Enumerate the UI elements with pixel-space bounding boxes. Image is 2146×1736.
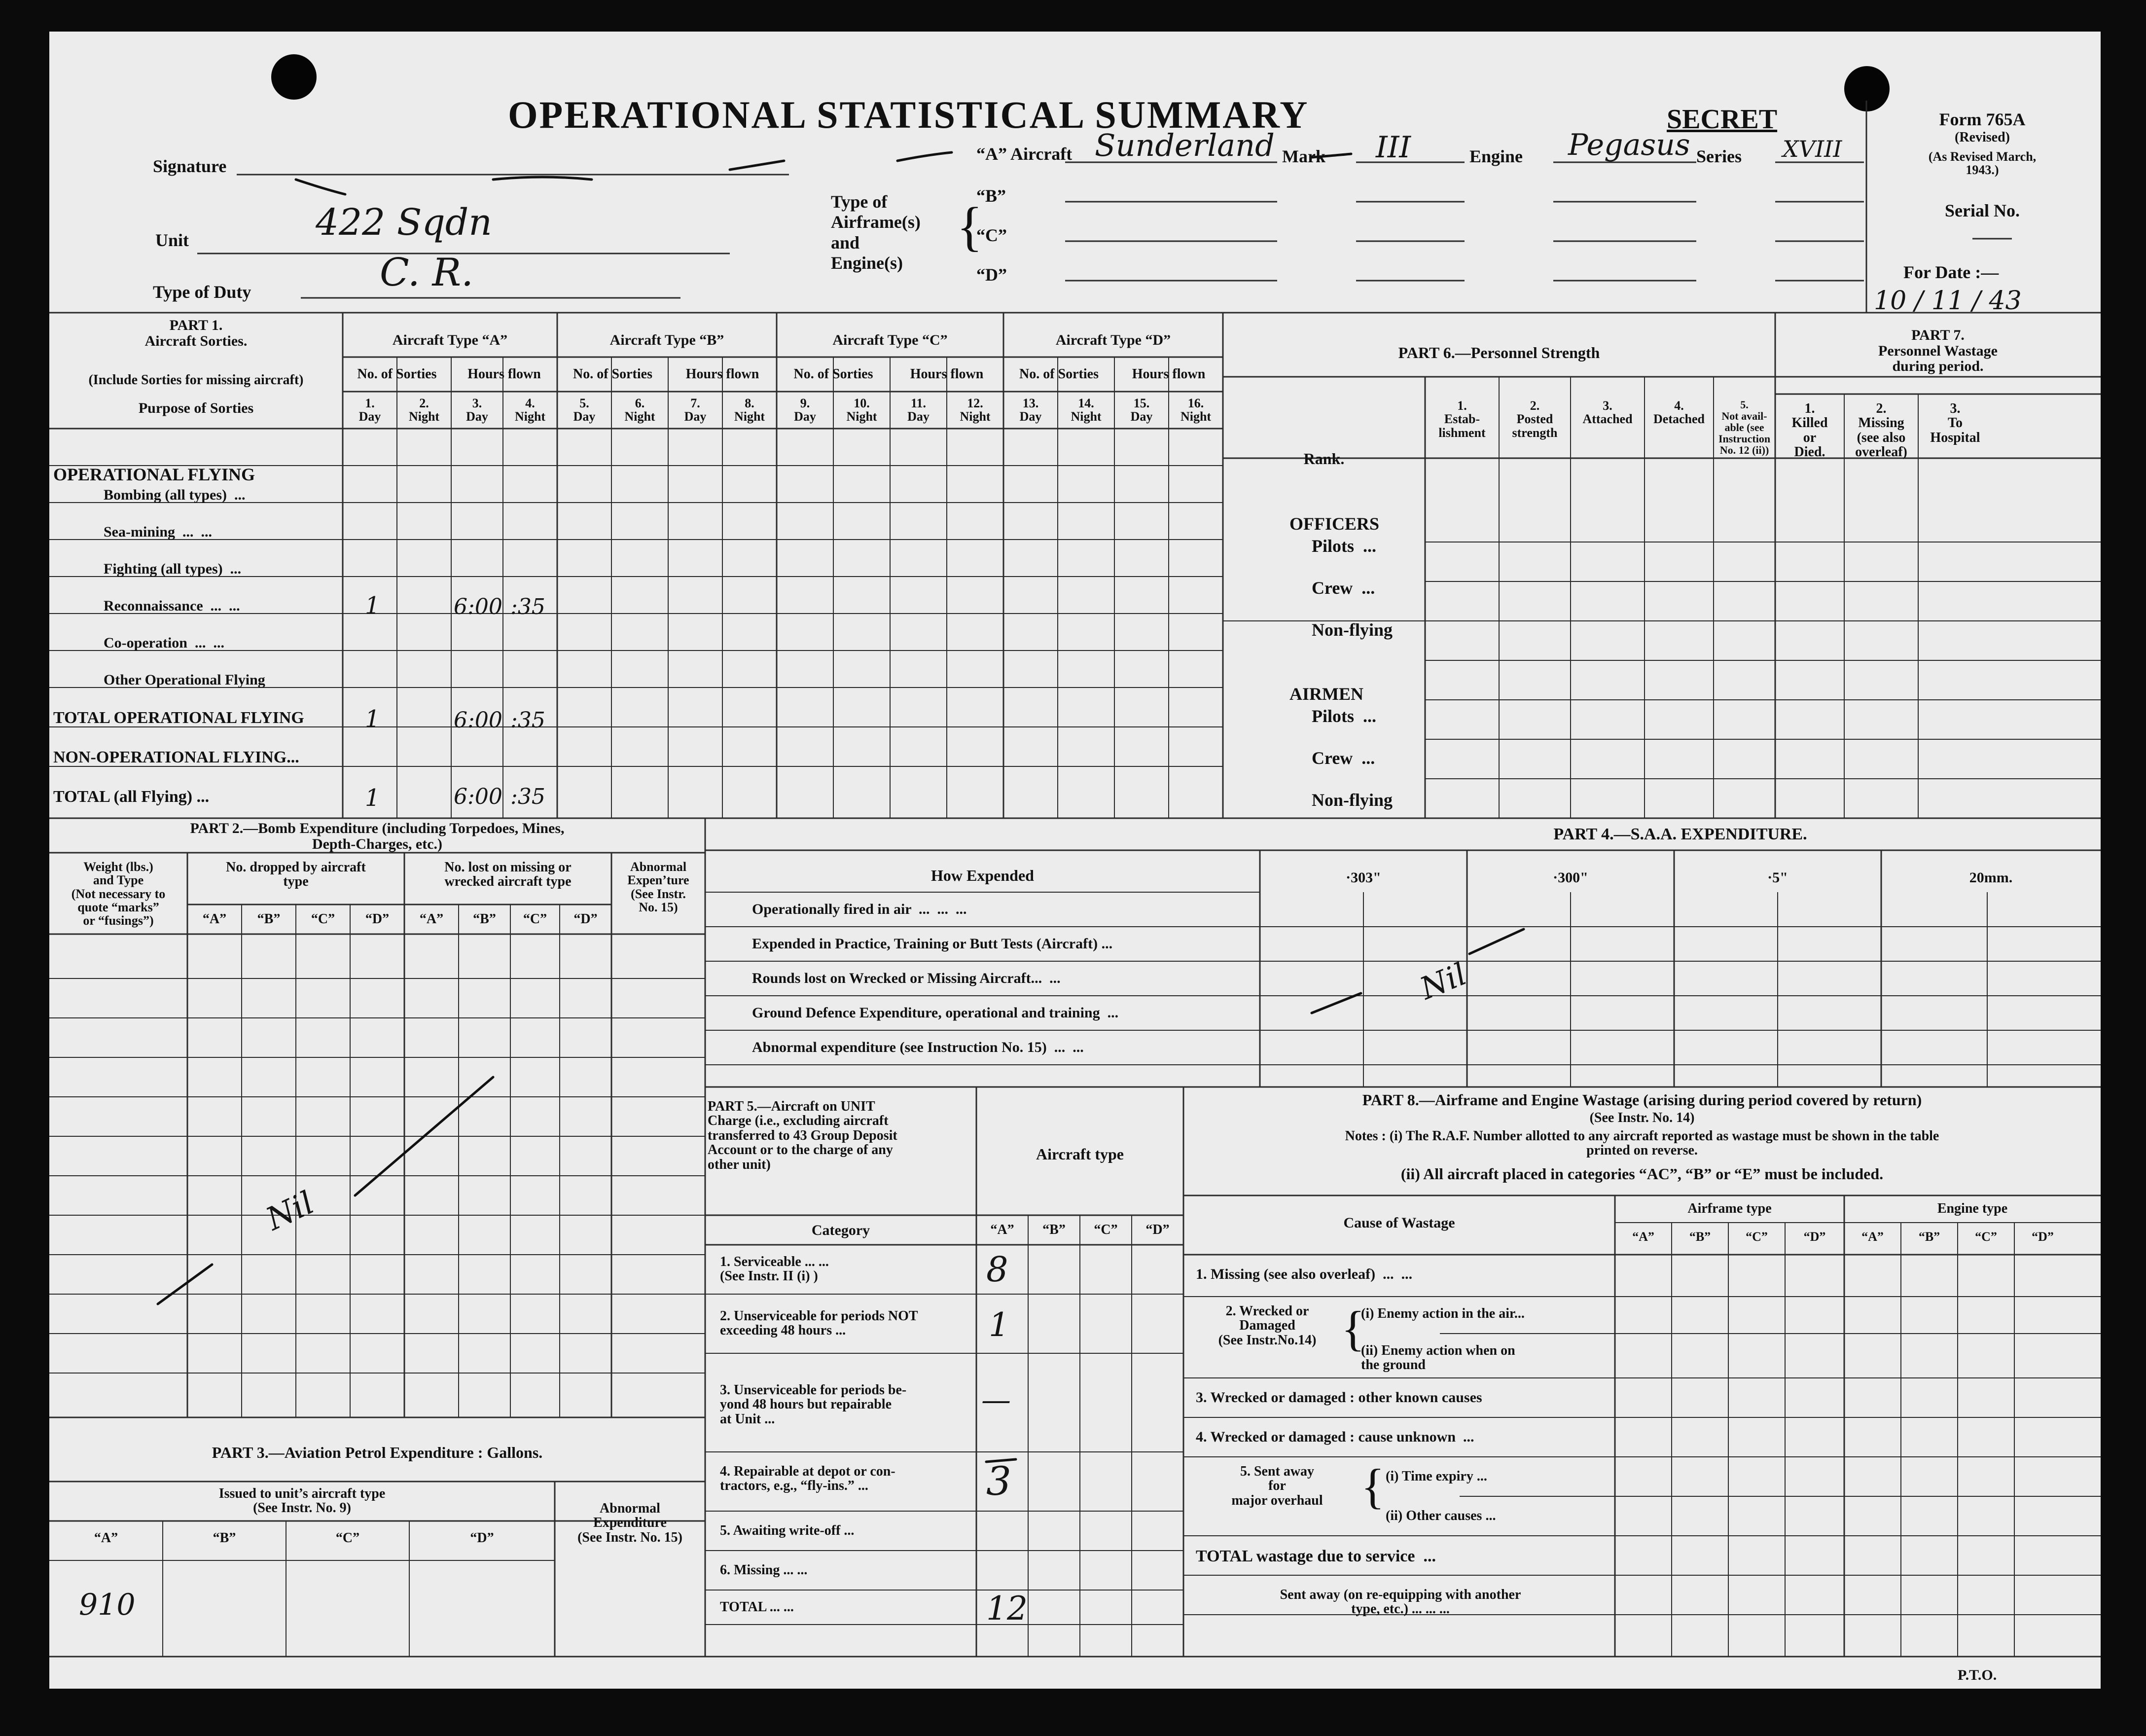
type-label: “D”	[573, 911, 598, 927]
signature-label: Signature	[153, 156, 227, 176]
wastage-row: 4. Wrecked or damaged : cause unknown ...	[1196, 1429, 1474, 1445]
type-label: “C”	[335, 1530, 360, 1546]
type-c-header: Aircraft Type “C”	[832, 332, 948, 348]
pto-label: P.T.O.	[1958, 1667, 1997, 1683]
type-label: “D”	[470, 1530, 494, 1546]
col-header: 13. Day	[1019, 396, 1042, 424]
operational-heading: OPERATIONAL FLYING	[53, 465, 255, 484]
type-label: “B”	[1042, 1222, 1066, 1237]
hours-sub: Hours flown	[1132, 366, 1206, 382]
serial-no-label: Serial No.	[1945, 201, 2020, 220]
row-label: Co-operation ... ...	[104, 635, 224, 651]
form-title: OPERATIONAL STATISTICAL SUMMARY	[508, 93, 1309, 136]
row-d-label: “D”	[976, 265, 1007, 285]
col-header: 7. Day	[684, 396, 707, 424]
sorties-day-value: 1	[365, 705, 380, 733]
col-header: 11. Day	[907, 396, 930, 424]
hours-sub: Hours flown	[467, 366, 541, 382]
category-row: 5. Awaiting write-off ...	[720, 1523, 855, 1538]
type-label: “A”	[419, 911, 444, 927]
col-header: 16. Night	[1180, 396, 1212, 424]
crew-label: Crew ...	[1312, 578, 1375, 598]
part8-note1: Notes : (i) The R.A.F. Number allotted to any aircraft reported as wastage must be shown in the table printed on reverse.	[1345, 1128, 1939, 1158]
type-label: “A”	[990, 1222, 1014, 1237]
aircraft-value: Sunderland	[1095, 127, 1275, 163]
sorties-sub: No. of Sorties	[793, 366, 873, 382]
form-number: Form 765A	[1939, 109, 2026, 129]
cause-header: Cause of Wastage	[1343, 1215, 1455, 1231]
wastage-subrow: (i) Enemy action in the air...	[1361, 1306, 1525, 1321]
part3-title: PART 3.—Aviation Petrol Expenditure : Gallons.	[212, 1444, 543, 1461]
sorties-sub: No. of Sorties	[357, 366, 437, 382]
part6-col: 2. Posted strength	[1512, 398, 1558, 440]
calibre-header: ·303"	[1346, 869, 1381, 886]
wastage-row: 5. Sent away for major overhaul	[1231, 1464, 1323, 1508]
part7-col: 1. Killed or Died.	[1791, 401, 1828, 460]
wastage-subrow: (ii) Other causes ...	[1386, 1508, 1496, 1523]
calibre-header: 20mm.	[1969, 869, 2013, 886]
type-label: “C”	[1975, 1230, 1997, 1244]
pilots-label: Pilots ...	[1312, 706, 1376, 726]
unit-label: Unit	[155, 230, 189, 250]
type-a-header: Aircraft Type “A”	[392, 332, 508, 348]
part8-title: PART 8.—Airframe and Engine Wastage (arising during period covered by return)	[1362, 1091, 1922, 1109]
col-header: 9. Day	[794, 396, 816, 424]
hours-day-value: 6:00	[454, 708, 502, 733]
rank-header: Rank.	[1303, 450, 1345, 468]
part8-see: (See Instr. No. 14)	[1589, 1110, 1695, 1125]
unit-value: 422 Sqdn	[316, 201, 492, 244]
type-b-header: Aircraft Type “B”	[609, 332, 724, 348]
part6-col: 3. Attached	[1582, 398, 1633, 427]
how-expended-header: How Expended	[931, 867, 1034, 884]
series-label: Series	[1696, 146, 1742, 166]
row-label: Reconnaissance ... ...	[104, 598, 240, 614]
col-header: 15. Day	[1130, 396, 1153, 424]
engine-value: Pegasus	[1568, 128, 1690, 162]
repairable-value: 3	[986, 1458, 1011, 1504]
part1-title: PART 1. Aircraft Sorties.	[144, 317, 248, 349]
type-label: “C”	[311, 911, 335, 927]
category-row: 4. Repairable at depot or con- tractors, e.g., “fly-ins.” ...	[720, 1464, 895, 1494]
row-label: Other Operational Flying	[104, 672, 265, 688]
hours-night-value: :35	[510, 784, 545, 809]
revision-note: (As Revised March, 1943.)	[1928, 149, 2037, 178]
saa-row: Rounds lost on Wrecked or Missing Aircraft... ...	[752, 970, 1061, 986]
airframe-label: Type of Airframe(s) and Engine(s)	[831, 192, 921, 273]
weight-header: Weight (lbs.) and Type (Not necessary to quote “marks” or “fusings”)	[71, 860, 166, 928]
type-label: “D”	[365, 911, 390, 927]
for-date-label: For Date :—	[1903, 262, 1999, 282]
part7-col: 2. Missing (see also overleaf)	[1855, 401, 1907, 460]
sorties-day-value: 1	[365, 784, 380, 812]
wastage-row: 2. Wrecked or Damaged (See Instr.No.14)	[1218, 1303, 1317, 1348]
petrol-a-value: 910	[79, 1588, 136, 1622]
type-label: “C”	[1094, 1222, 1118, 1237]
part1-note: (Include Sorties for missing aircraft)	[88, 372, 304, 388]
dropped-header: No. dropped by aircraft type	[226, 860, 366, 890]
mark-value: III	[1376, 130, 1411, 165]
type-label: “B”	[257, 911, 281, 927]
part6-col: 4. Detached	[1653, 398, 1705, 427]
sorties-sub: No. of Sorties	[1019, 366, 1099, 382]
aircraft-type-header: Aircraft type	[1036, 1145, 1124, 1163]
part2-nil: Nil	[260, 1184, 320, 1238]
unserviceable-short-value: 1	[989, 1306, 1009, 1344]
part4-title: PART 4.—S.A.A. EXPENDITURE.	[1553, 825, 1807, 843]
calibre-header: ·5"	[1767, 869, 1788, 886]
part8-note2: (ii) All aircraft placed in categories “AC”, “B” or “E” must be included.	[1400, 1165, 1884, 1183]
abnormal-header: Abnormal Expen’ture (See Instr. No. 15)	[627, 860, 689, 914]
type-label: “C”	[523, 911, 547, 927]
col-header: 4. Night	[514, 396, 546, 424]
total-aircraft-value: 12	[986, 1590, 1028, 1628]
wastage-subrow: (i) Time expiry ...	[1386, 1469, 1487, 1484]
saa-row: Expended in Practice, Training or Butt Tests (Aircraft) ...	[752, 936, 1113, 952]
type-label: “B”	[213, 1530, 236, 1546]
part6-title: PART 6.—Personnel Strength	[1398, 344, 1600, 362]
type-label: “B”	[1689, 1230, 1711, 1244]
wastage-row: 3. Wrecked or damaged : other known causes	[1196, 1389, 1482, 1406]
row-c-label: “C”	[976, 225, 1007, 245]
col-header: 6. Night	[624, 396, 655, 424]
airmen-label: AIRMEN	[1289, 684, 1363, 704]
abnormal-header: Abnormal Expenditure (See Instr. No. 15)	[577, 1501, 682, 1545]
row-a-label: “A” Aircraft	[976, 144, 1073, 164]
row-b-label: “B”	[976, 186, 1006, 206]
part7-title: PART 7. Personnel Wastage during period.	[1878, 327, 1998, 374]
saa-row: Abnormal expenditure (see Instruction No. 15) ... ...	[752, 1039, 1084, 1055]
calibre-header: ·300"	[1553, 869, 1588, 886]
row-label: Sea-mining ... ...	[104, 524, 213, 540]
wastage-row: Sent away (on re-equipping with another type, etc.) ... ... ...	[1280, 1587, 1521, 1617]
nonflying-label: Non-flying	[1312, 790, 1393, 810]
lost-header: No. lost on missing or wrecked aircraft type	[444, 860, 572, 890]
sorties-day-value: 1	[365, 592, 380, 619]
category-header: Category	[811, 1222, 870, 1238]
type-label: “A”	[1632, 1230, 1654, 1244]
row-label: NON-OPERATIONAL FLYING...	[53, 748, 299, 766]
saa-row: Operationally fired in air ... ... ...	[752, 901, 967, 917]
col-header: 1. Day	[358, 396, 381, 424]
brace: {	[957, 196, 983, 256]
col-header: 12. Night	[960, 396, 991, 424]
part5-title: PART 5.—Aircraft on UNIT Charge (i.e., excluding aircraft transferred to 43 Group Deposit Account or to the charge of any other unit)	[708, 1099, 897, 1172]
row-label: TOTAL OPERATIONAL FLYING	[53, 709, 304, 727]
saa-row: Ground Defence Expenditure, operational and training ...	[752, 1005, 1119, 1021]
date-value: 10 / 11 / 43	[1874, 286, 2022, 316]
form-sheet	[49, 32, 2101, 1689]
hours-night-value: :35	[510, 708, 545, 733]
wastage-subrow: (ii) Enemy action when on the ground	[1361, 1343, 1515, 1373]
type-d-header: Aircraft Type “D”	[1055, 332, 1171, 348]
part6-col: 5. Not avail- able (see Instruction No. 12 (ii))	[1718, 398, 1771, 457]
duty-value: C. R.	[380, 251, 474, 295]
col-header: 10. Night	[846, 396, 877, 424]
brace: {	[1361, 1459, 1385, 1514]
hours-night-value: :35	[510, 594, 545, 619]
hours-day-value: 6:00	[454, 594, 502, 619]
engine-header: Engine type	[1937, 1201, 2008, 1216]
type-label: “C”	[1746, 1230, 1768, 1244]
row-label: Fighting (all types) ...	[104, 561, 242, 577]
type-label: “D”	[1803, 1230, 1826, 1244]
unserviceable-long-value: —	[981, 1383, 1011, 1417]
category-row: 3. Unserviceable for periods be- yond 48 hours but repairable at Unit ...	[720, 1382, 907, 1427]
purpose-header: Purpose of Sorties	[138, 400, 254, 416]
col-header: 2. Night	[408, 396, 440, 424]
type-label: “A”	[202, 911, 227, 927]
type-label: “A”	[1861, 1230, 1884, 1244]
wastage-row: TOTAL wastage due to service ...	[1196, 1547, 1436, 1565]
col-header: 14. Night	[1071, 396, 1102, 424]
form-revised: (Revised)	[1955, 130, 2010, 145]
issued-header: Issued to unit’s aircraft type (See Instr. No. 9)	[218, 1486, 386, 1516]
sorties-sub: No. of Sorties	[573, 366, 652, 382]
nonflying-label: Non-flying	[1312, 620, 1393, 640]
type-label: “D”	[2032, 1230, 2054, 1244]
mark-label: Mark	[1282, 146, 1325, 166]
duty-label: Type of Duty	[153, 282, 251, 302]
col-header: 8. Night	[734, 396, 765, 424]
hours-sub: Hours flown	[685, 366, 759, 382]
part6-col: 1. Estab- lishment	[1438, 398, 1486, 440]
type-label: “D”	[1145, 1222, 1170, 1237]
category-row: TOTAL ... ...	[720, 1599, 794, 1615]
col-header: 5. Day	[573, 396, 596, 424]
hours-sub: Hours flown	[910, 366, 984, 382]
serviceable-value: 8	[986, 1249, 1008, 1290]
part4-nil: Nil	[1415, 956, 1471, 1007]
secret-stamp: SECRET	[1667, 104, 1778, 135]
row-label: Bombing (all types) ...	[104, 487, 246, 503]
part2-title: PART 2.—Bomb Expenditure (including Torpedoes, Mines, Depth-Charges, etc.)	[190, 820, 565, 852]
category-row: 1. Serviceable ... ... (See Instr. II (i) )	[720, 1254, 829, 1284]
engine-label: Engine	[1469, 146, 1523, 166]
officers-label: OFFICERS	[1289, 514, 1380, 534]
series-value: XVIII	[1783, 136, 1842, 162]
pilots-label: Pilots ...	[1312, 536, 1376, 556]
category-row: 6. Missing ... ...	[720, 1562, 808, 1578]
type-label: “A”	[94, 1530, 118, 1546]
part7-col: 3. To Hospital	[1930, 401, 1980, 445]
wastage-row: 1. Missing (see also overleaf) ... ...	[1196, 1266, 1413, 1282]
hours-day-value: 6:00	[454, 784, 502, 809]
airframe-header: Airframe type	[1687, 1201, 1772, 1216]
brace: {	[1341, 1301, 1365, 1356]
type-label: “B”	[1918, 1230, 1940, 1244]
category-row: 2. Unserviceable for periods NOT exceeding 48 hours ...	[720, 1308, 918, 1338]
col-header: 3. Day	[466, 396, 488, 424]
row-label: TOTAL (all Flying) ...	[53, 788, 210, 806]
type-label: “B”	[473, 911, 496, 927]
crew-label: Crew ...	[1312, 748, 1375, 768]
